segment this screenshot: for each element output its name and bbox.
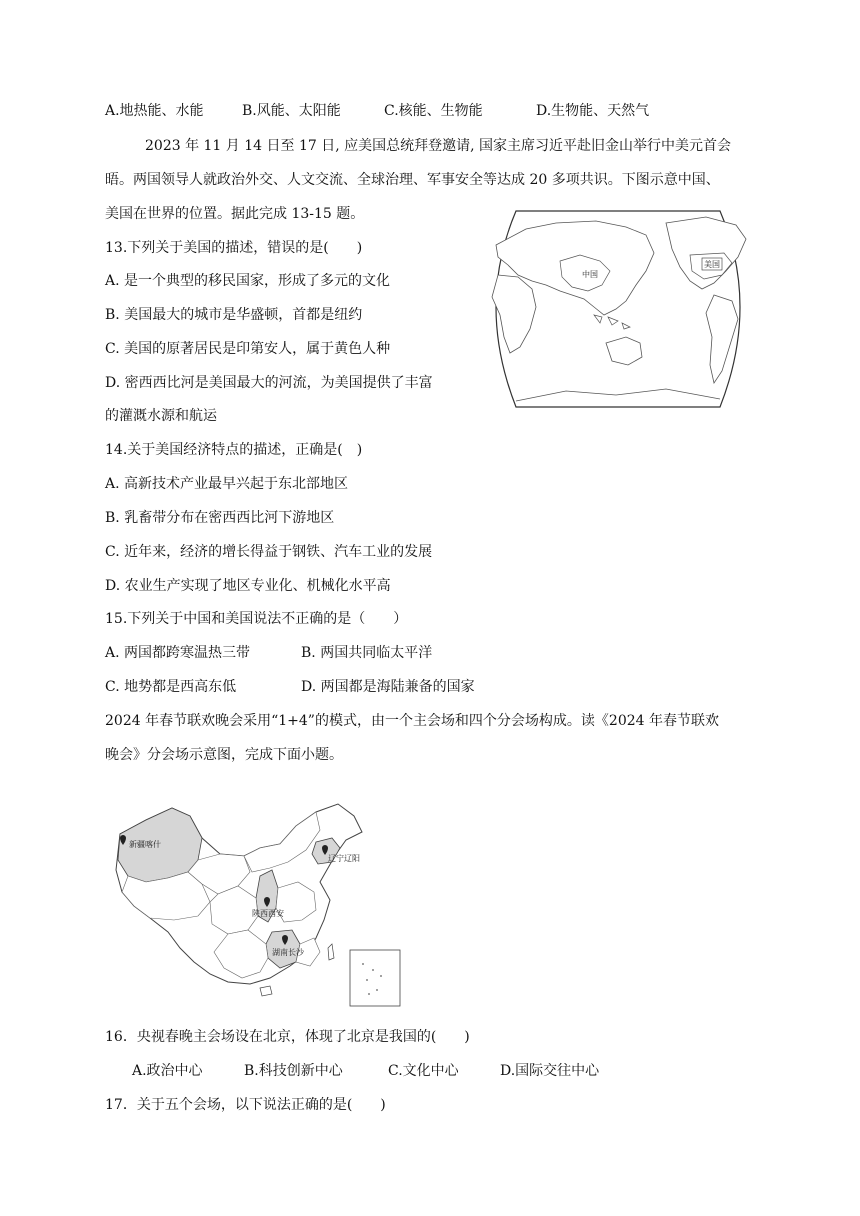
china-map-taiwan [328,944,334,960]
q13-option-a: A. 是一个典型的移民国家，形成了多元的文化 [105,273,391,289]
q16-option-b: B.科技创新中心 [244,1063,343,1079]
china-map-label-xian: 陕西西安 [252,909,284,918]
world-map-label-china: 中国 [582,270,598,279]
china-map-label-liaoyang: 辽宁辽阳 [328,854,360,863]
q16-option-a: A.政治中心 [132,1063,203,1079]
q14-option-c: C. 近年来，经济的增长得益于钢铁、汽车工业的发展 [105,544,433,560]
q13-option-c: C. 美国的原著居民是印第安人，属于黄色人种 [105,341,391,357]
china-map [110,798,405,1010]
q12-option-c: C.核能、生物能 [384,103,483,119]
china-map-south-sea-inset [350,950,400,1006]
q16-option-d: D.国际交往中心 [500,1063,600,1079]
china-map-label-kashgar: 新疆喀什 [129,840,161,849]
world-map-label-usa: 美国 [704,260,720,269]
intro-13-15-line3: 美国在世界的位置。据此完成 13-15 题。 [105,206,365,222]
intro-13-15-line1: 2023 年 11 月 14 日至 17 日, 应美国总统拜登邀请, 国家主席习近平赴旧金山举行中美元首会 [145,138,732,154]
q16-stem: 16．央视春晚主会场设在北京，体现了北京是我国的( ) [105,1029,470,1045]
q14-option-a: A. 高新技术产业最早兴起于东北部地区 [105,476,349,492]
q16-option-c: C.文化中心 [388,1063,459,1079]
intro-16-17-line2: 晚会》分会场示意图，完成下面小题。 [105,747,343,763]
china-map-label-changsha: 湖南长沙 [272,948,304,957]
q17-stem: 17．关于五个会场，以下说法正确的是( ) [105,1097,386,1113]
q13-stem: 13.下列关于美国的描述，错误的是( ) [105,240,363,256]
q12-option-d: D.生物能、天然气 [536,103,650,119]
q15-options-row1 [105,643,432,663]
q15-option-d: D. 两国都是海陆兼备的国家 [301,679,475,695]
q14-option-d: D. 农业生产实现了地区专业化、机械化水平高 [105,578,391,594]
q13-option-d-line2: 的灌溉水源和航运 [105,408,217,424]
q16-options [132,1061,599,1081]
q15-stem: 15.下列关于中国和美国说法不正确的是（ ） [105,611,408,627]
q15-option-b: B. 两国共同临太平洋 [301,645,433,661]
q12-option-b: B.风能、太阳能 [242,103,341,119]
intro-13-15-line2: 晤。两国领导人就政治外交、人文交流、全球治理、军事安全等达成 20 多项共识。下图示意中国、 [105,172,720,188]
q13-option-b: B. 美国最大的城市是华盛顿，首都是纽约 [105,307,363,323]
world-map [476,205,760,413]
q14-stem: 14.关于美国经济特点的描述，正确是( ) [105,442,363,458]
q14-option-b: B. 乳畜带分布在密西西比河下游地区 [105,510,335,526]
q15-option-c: C. 地势都是西高东低 [105,679,237,695]
q13-option-d-line1: D. 密西西比河是美国最大的河流，为美国提供了丰富 [105,375,433,391]
q12-options [105,101,649,121]
q15-option-a: A. 两国都跨寒温热三带 [105,645,251,661]
q12-option-a: A.地热能、水能 [105,103,204,119]
intro-16-17-line1: 2024 年春节联欢晚会采用“1+4”的模式，由一个主会场和四个分会场构成。读《2024 年春节联欢 [105,713,720,729]
q15-options-row2 [105,677,475,697]
china-map-hainan [260,986,272,996]
